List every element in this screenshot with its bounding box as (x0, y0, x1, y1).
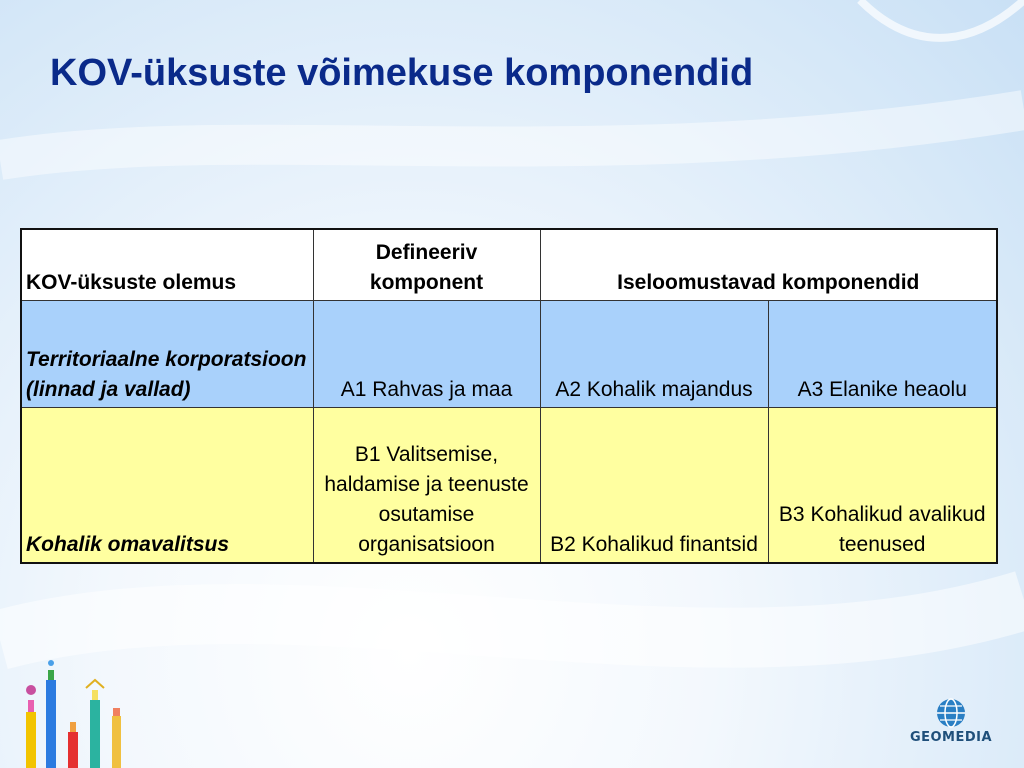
cell-b1: B1 Valitsemise, haldamise ja teenuste osutamise organisatsioon (313, 408, 540, 564)
header-characterising: Iseloomustavad komponendid (540, 229, 997, 301)
components-table (20, 228, 998, 564)
cell-b3: B3 Kohalikud avalikud teenused (768, 408, 997, 564)
cell-a2: A2 Kohalik majandus (540, 301, 768, 408)
pencils-illustration-icon (0, 0, 140, 768)
row-label-local-government: Kohalik omavalitsus (21, 408, 313, 564)
table-header-row (21, 229, 997, 301)
row-label-territorial: Territoriaalne korporatsioon (linnad ja vallad) (21, 301, 313, 408)
table-row (21, 301, 997, 408)
cell-b2: B2 Kohalikud finantsid (540, 408, 768, 564)
globe-icon (936, 698, 966, 728)
geomedia-logo (906, 698, 996, 750)
header-defining: Defineeriv komponent (313, 229, 540, 301)
table-row (21, 408, 997, 564)
header-essence: KOV-üksuste olemus (21, 229, 313, 301)
slide-title: KOV-üksuste võimekuse komponendid (50, 52, 754, 94)
logo-text: GEOMEDIA (909, 730, 993, 745)
cell-a1: A1 Rahvas ja maa (313, 301, 540, 408)
cell-a3: A3 Elanike heaolu (768, 301, 997, 408)
